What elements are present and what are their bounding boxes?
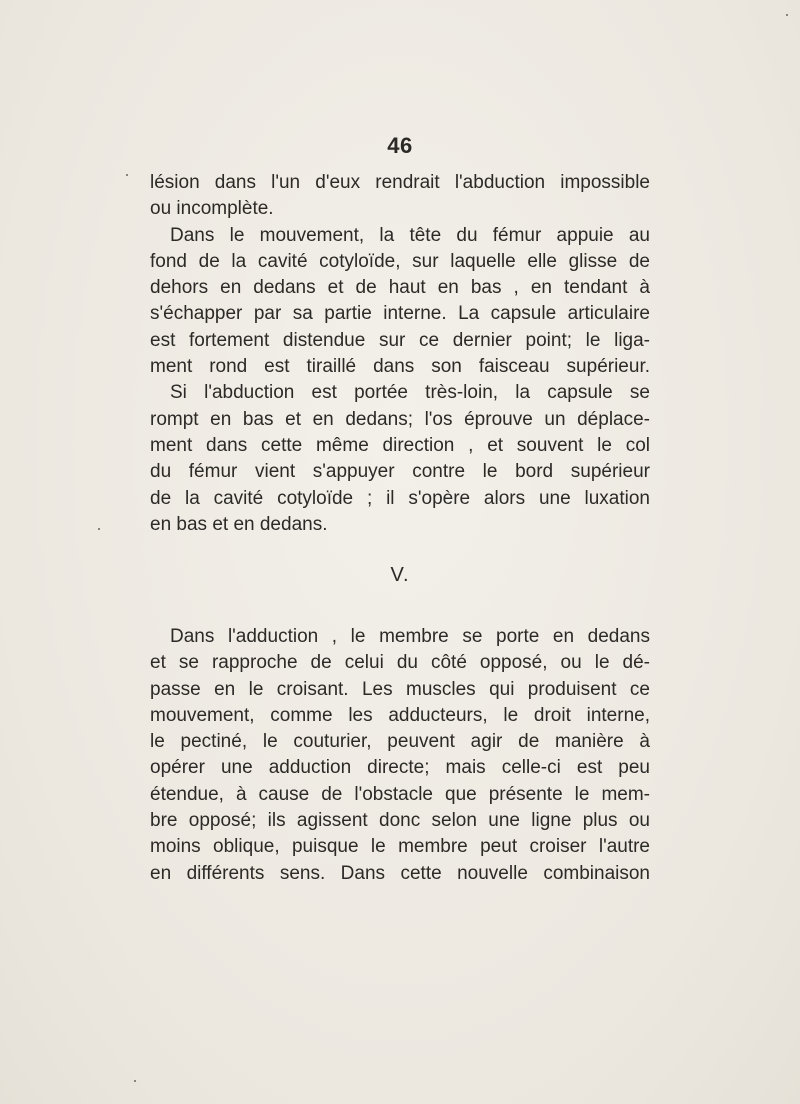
text-line: lésion dans l'un d'eux rendrait l'abduction impossible bbox=[150, 172, 650, 193]
text-line: moins oblique, puisque le membre peut croiser l'autre bbox=[150, 836, 650, 858]
text-line: mouvement, comme les adducteurs, le droit interne, bbox=[150, 704, 650, 726]
text-line: Si l'abduction est portée très-loin, la capsule se bbox=[170, 382, 650, 404]
paragraph-block-adduction bbox=[150, 624, 650, 887]
text-line: opérer une adduction directe; mais celle-ci est peu bbox=[150, 757, 650, 779]
text-line: ou incomplète. bbox=[150, 198, 274, 220]
text-line: dehors en dedans et de haut en bas , en tendant à bbox=[150, 277, 650, 299]
text-line: est fortement distendue sur ce dernier point; le liga- bbox=[150, 329, 650, 351]
text-line: de la cavité cotyloïde ; il s'opère alors une luxation bbox=[150, 487, 650, 509]
page-number: 46 bbox=[387, 133, 413, 158]
text-line: et se rapproche de celui du côté opposé, ou le dé- bbox=[150, 652, 650, 674]
text-line: Dans le mouvement, la tête du fémur appuie au bbox=[170, 224, 650, 246]
text-line: le pectiné, le couturier, peuvent agir de manière à bbox=[150, 731, 650, 753]
section-heading: V. bbox=[390, 564, 410, 586]
text-line: passe en le croisant. Les muscles qui produisent ce bbox=[150, 678, 650, 700]
text-line: en différents sens. Dans cette nouvelle combinaison bbox=[150, 862, 650, 884]
text-line: ment rond est tiraillé dans son faisceau supérieur. bbox=[150, 356, 650, 378]
paper-speck bbox=[126, 174, 128, 176]
text-line: rompt en bas et en dedans; l'os éprouve un déplace- bbox=[150, 408, 650, 430]
paragraph-block-abduction bbox=[150, 170, 650, 538]
text-line: s'échapper par sa partie interne. La capsule articulaire bbox=[150, 303, 650, 325]
text-line: fond de la cavité cotyloïde, sur laquelle elle glisse de bbox=[150, 250, 650, 272]
text-line: ment dans cette même direction , et souvent le col bbox=[150, 434, 650, 456]
paper-speck bbox=[134, 1080, 136, 1082]
paper-speck bbox=[98, 528, 100, 530]
text-line: en bas et en dedans. bbox=[150, 513, 328, 535]
paper-speck bbox=[786, 14, 788, 16]
text-line: étendue, à cause de l'obstacle que présente le mem- bbox=[150, 783, 650, 805]
text-line: du fémur vient s'appuyer contre le bord supérieur bbox=[150, 461, 650, 483]
text-line: Dans l'adduction , le membre se porte en dedans bbox=[170, 626, 650, 647]
text-line: bre opposé; ils agissent donc selon une ligne plus ou bbox=[150, 810, 650, 832]
